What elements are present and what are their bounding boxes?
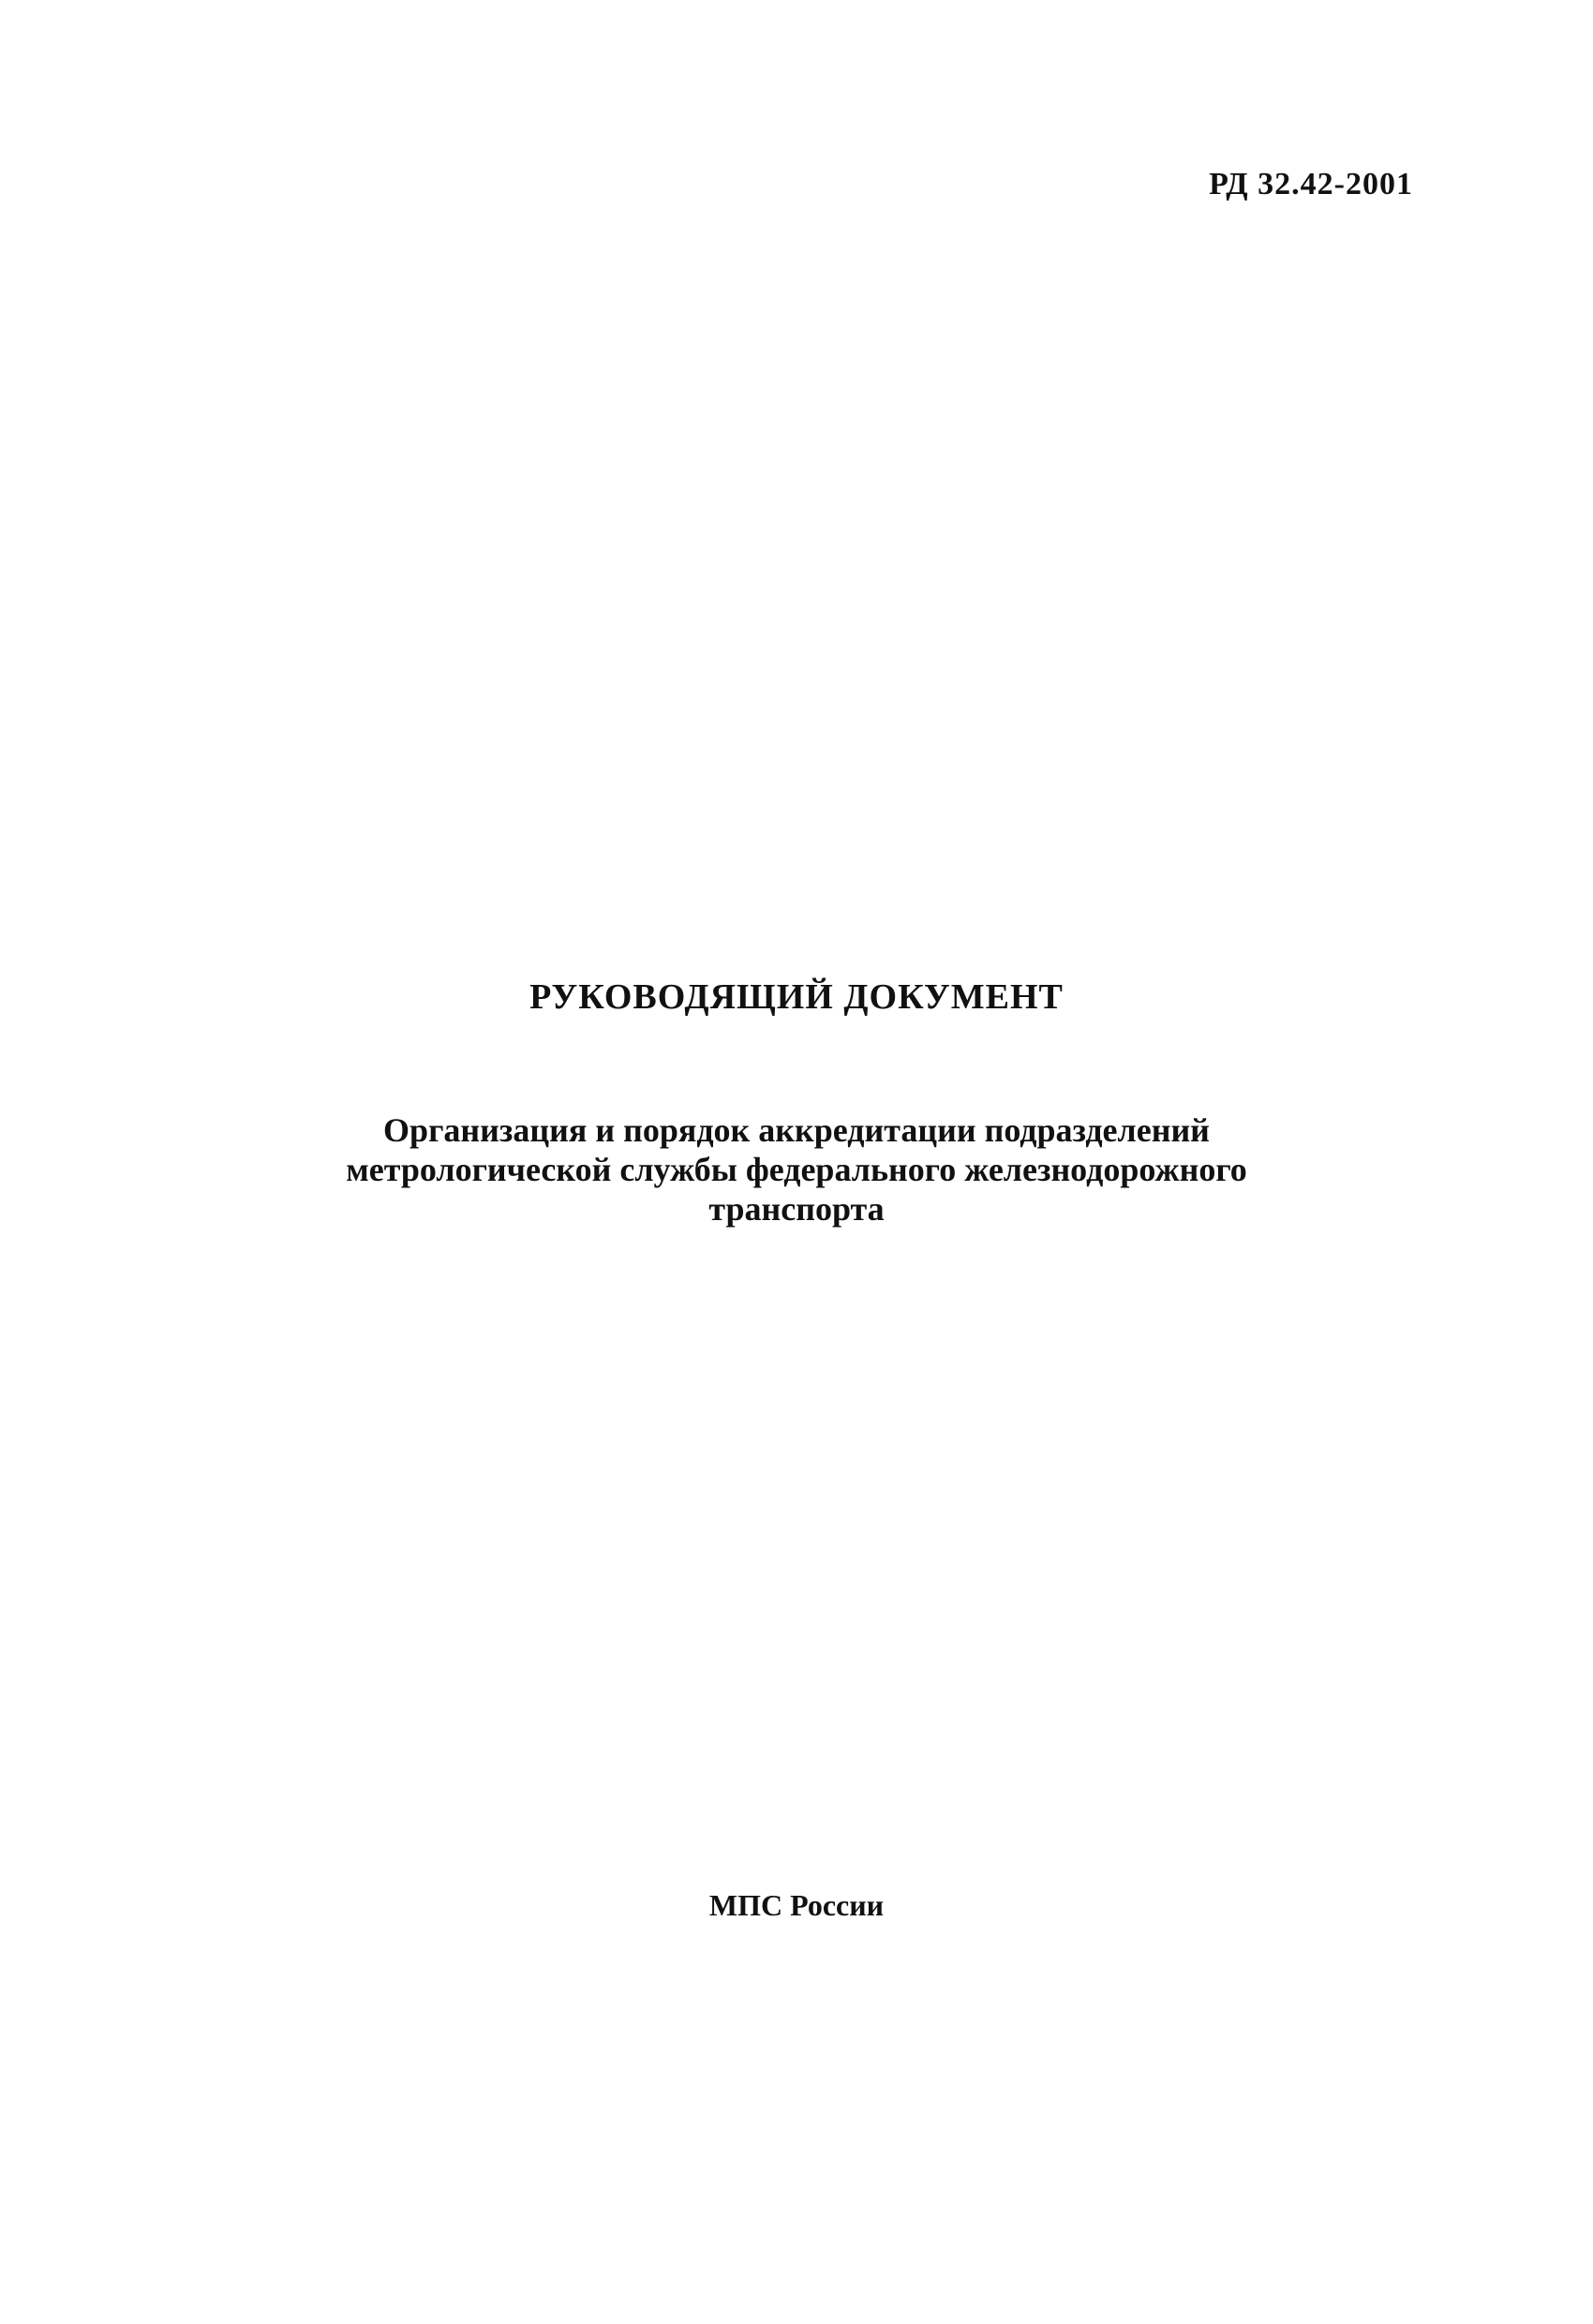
document-publisher: МПС России (708, 1888, 885, 1922)
document-title-line-1: Организация и порядок аккредитации подразделений (383, 1111, 1210, 1149)
document-title (0, 1110, 1593, 1229)
document-title-line-2: метрологической службы федерального железнодорожного (346, 1151, 1247, 1188)
document-code: РД 32.42-2001 (1209, 167, 1413, 201)
document-title-line-3: транспорта (708, 1190, 885, 1228)
document-type-heading: РУКОВОДЯЩИЙ ДОКУМЕНТ (529, 977, 1064, 1017)
